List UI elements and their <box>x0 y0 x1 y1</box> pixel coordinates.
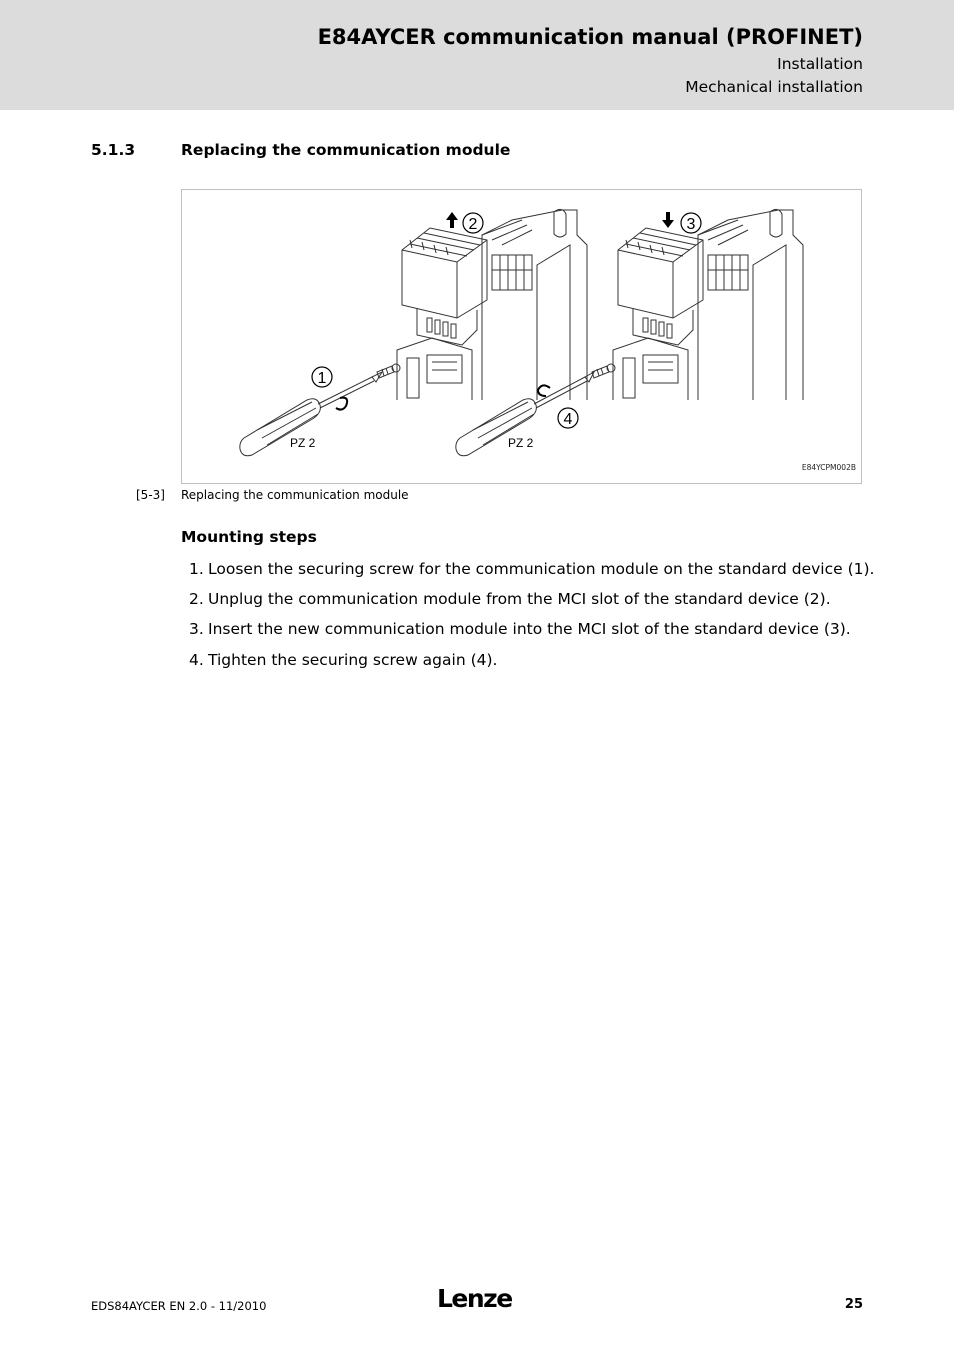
tool-label-right: PZ 2 <box>508 436 534 450</box>
document-title: E84AYCER communication manual (PROFINET) <box>317 25 863 49</box>
mounting-steps-heading: Mounting steps <box>181 528 317 546</box>
arrow-up-icon <box>446 212 458 228</box>
rotate-tighten-icon <box>538 385 550 396</box>
page-number: 25 <box>844 1297 863 1312</box>
arrow-down-icon <box>662 212 674 228</box>
list-item: 4. Tighten the securing screw again (4). <box>189 651 498 669</box>
tool-label-left: PZ 2 <box>290 436 316 450</box>
caption-number: [5-3] <box>136 488 165 502</box>
device-left <box>397 209 587 400</box>
page-header <box>0 0 954 110</box>
chapter-label: Installation <box>777 55 863 73</box>
section-number: 5.1.3 <box>91 141 136 159</box>
callout-4: 4 <box>563 411 573 428</box>
lenze-logo: Lenze <box>437 1284 512 1313</box>
caption-text: Replacing the communication module <box>181 488 409 502</box>
section-label: Mechanical installation <box>685 78 863 96</box>
list-item: 3. Insert the new communication module into the MCI slot of the standard device (3). <box>189 620 851 638</box>
callout-2: 2 <box>468 216 478 233</box>
figure-code: E84YCPM002B <box>801 463 856 472</box>
callout-1: 1 <box>317 370 327 387</box>
device-right <box>613 209 803 400</box>
footer-document-id: EDS84AYCER EN 2.0 - 11/2010 <box>91 1299 267 1313</box>
screw-right <box>592 364 615 378</box>
section-title: Replacing the communication module <box>181 141 511 159</box>
callout-3: 3 <box>686 216 696 233</box>
list-item: 1. Loosen the securing screw for the communication module on the standard device (1). <box>189 560 875 578</box>
list-item: 2. Unplug the communication module from the MCI slot of the standard device (2). <box>189 590 831 608</box>
figure-replacing-module <box>181 189 862 484</box>
